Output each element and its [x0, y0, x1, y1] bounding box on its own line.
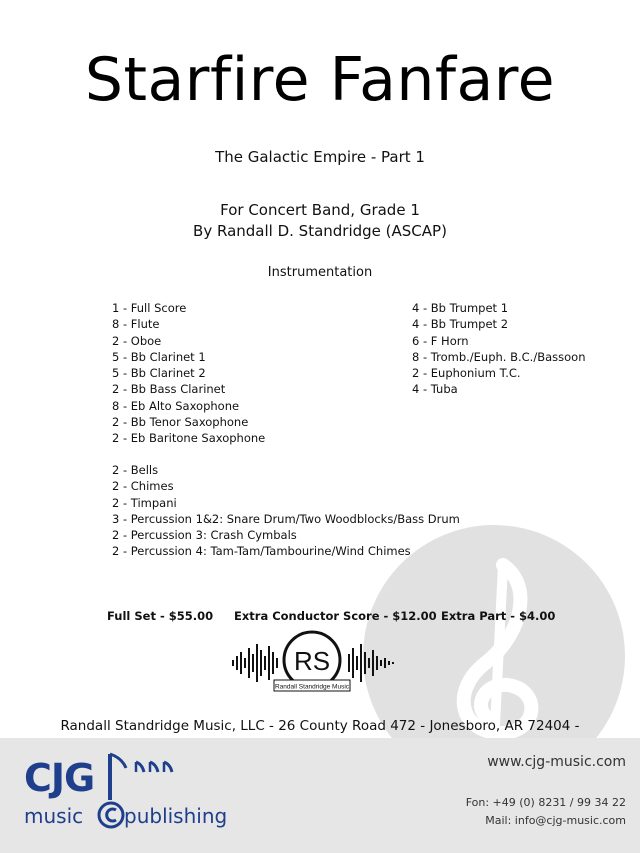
conductor-score-price: Extra Conductor Score - $12.00 [234, 609, 437, 623]
publisher-address: Randall Standridge Music, LLC - 26 County Road 472 - Jonesboro, AR 72404 - [60, 718, 580, 734]
list-item: 2 - Chimes [112, 479, 174, 494]
extra-part-price: Extra Part - $4.00 [441, 609, 556, 623]
instrumentation-heading: Instrumentation [267, 265, 373, 280]
rs-logo [230, 630, 402, 696]
footer [0, 738, 640, 853]
list-item: 3 - Percussion 1&2: Snare Drum/Two Woodblocks/Bass Drum [112, 511, 460, 526]
rs-name: Randall Standridge Music [274, 683, 350, 691]
list-item: 4 - Tuba [412, 382, 458, 397]
composer-line: By Randall D. Standridge (ASCAP) [193, 222, 447, 240]
list-item: 8 - Eb Alto Saxophone [112, 398, 240, 413]
cjg-brand: CJG [24, 756, 95, 800]
for-band-line: For Concert Band, Grade 1 [220, 201, 420, 219]
full-set-price: Full Set - $55.00 [107, 609, 214, 623]
instrument-list-right [412, 300, 586, 398]
cjg-music-label: music [24, 804, 84, 828]
page-title: Starfire Fanfare [84, 45, 556, 115]
list-item: 5 - Bb Clarinet 2 [112, 366, 206, 381]
list-item: 2 - Bb Tenor Saxophone [112, 415, 249, 430]
rs-initials: RS [293, 646, 331, 676]
list-item: 4 - Bb Trumpet 2 [412, 317, 509, 332]
list-item: 2 - Percussion 4: Tam-Tam/Tambourine/Wind Chimes [112, 544, 411, 559]
website-link[interactable]: www.cjg-music.com [487, 754, 626, 770]
copyright-c-icon [96, 800, 126, 830]
email-address[interactable]: Mail: info@cjg-music.com [485, 814, 626, 827]
list-item: 8 - Tromb./Euph. B.C./Bassoon [412, 349, 586, 364]
list-item: 2 - Percussion 3: Crash Cymbals [112, 528, 297, 543]
list-item: 5 - Bb Clarinet 1 [112, 349, 206, 364]
list-item: 2 - Bells [112, 463, 159, 477]
instrument-list-left [112, 300, 265, 447]
list-item: 6 - F Horn [412, 333, 469, 348]
list-item: 1 - Full Score [112, 301, 187, 315]
list-item: 2 - Eb Baritone Saxophone [112, 431, 266, 446]
subtitle: The Galactic Empire - Part 1 [215, 148, 425, 166]
list-item: 4 - Bb Trumpet 1 [412, 301, 509, 315]
list-item: 2 - Euphonium T.C. [412, 366, 521, 381]
list-item: 2 - Timpani [112, 495, 177, 510]
percussion-list [112, 462, 460, 560]
list-item: 8 - Flute [112, 317, 160, 332]
phone-number: Fon: +49 (0) 8231 / 99 34 22 [465, 796, 626, 809]
list-item: 2 - Oboe [112, 333, 162, 348]
cjg-publishing-label: publishing [124, 804, 228, 828]
list-item: 2 - Bb Bass Clarinet [112, 382, 226, 397]
